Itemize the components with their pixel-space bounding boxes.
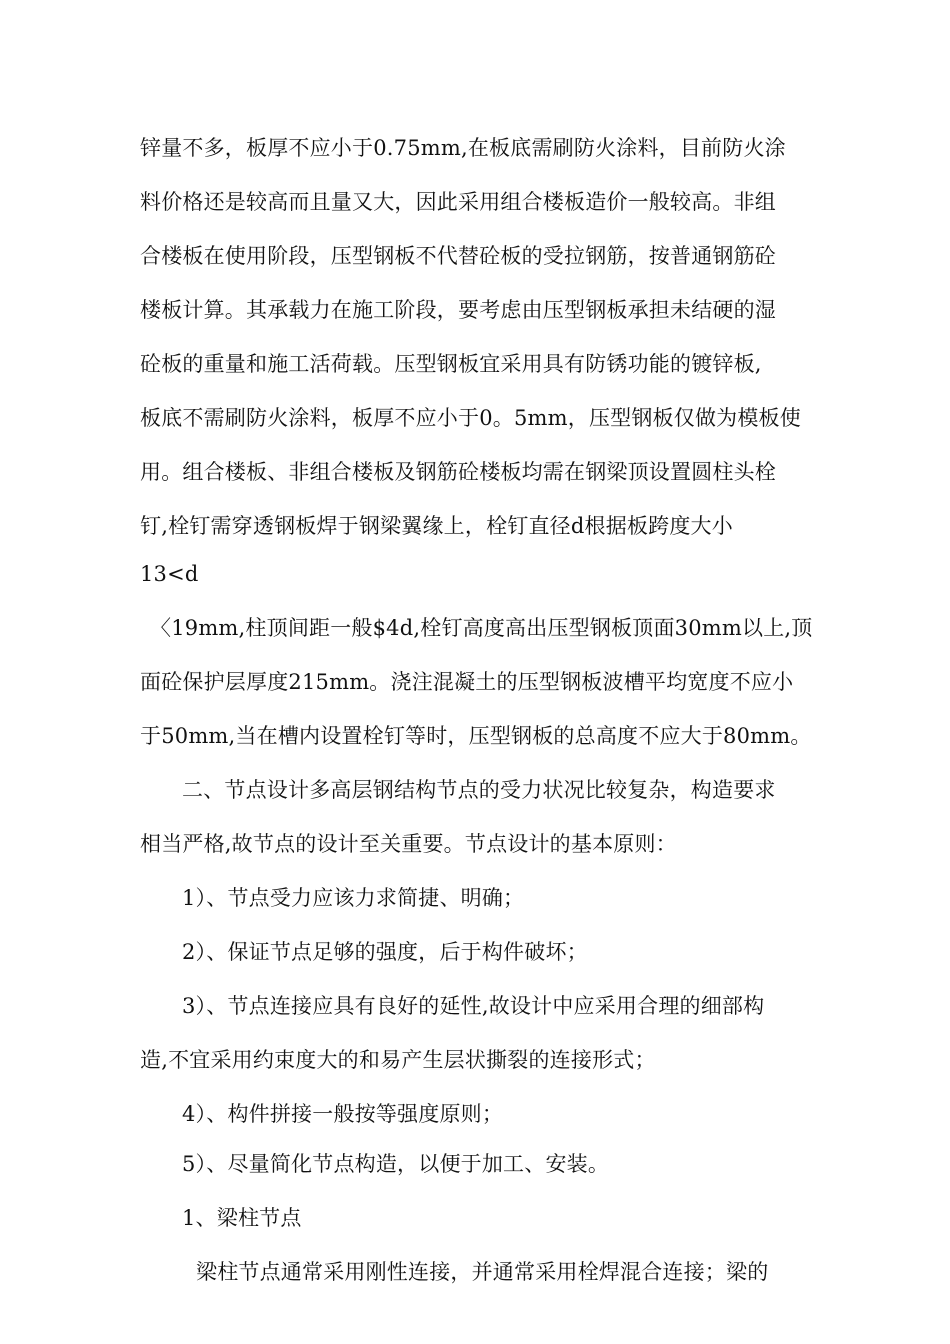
text-line: 钉,栓钉需穿透钢板焊于钢梁翼缘上，栓钉直径d根据板跨度大小 (140, 514, 733, 538)
section-heading-line: 二、节点设计多高层钢结构节点的受力状况比较复杂，构造要求 (182, 778, 776, 802)
text-line: 梁柱节点通常采用刚性连接，并通常采用栓焊混合连接；梁的 (196, 1260, 769, 1284)
text-line: 板底不需刷防火涂料，板厚不应小于0。5mm，压型钢板仅做为模板使 (140, 406, 801, 430)
subsection-heading: 1、梁柱节点 (182, 1206, 302, 1230)
text-line: 合楼板在使用阶段，压型钢板不代替砼板的受拉钢筋，按普通钢筋砼 (140, 244, 776, 268)
text-line: 用。组合楼板、非组合楼板及钢筋砼楼板均需在钢梁顶设置圆柱头栓 (140, 460, 776, 484)
list-item: 2）、保证节点足够的强度，后于构件破坏； (182, 940, 588, 964)
text-line: 料价格还是较高而且量又大，因此采用组合楼板造价一般较高。非组 (140, 190, 776, 214)
text-line: 13<d (140, 562, 199, 586)
text-line: 于50mm,当在槽内设置栓钉等时，压型钢板的总高度不应大于80mm。 (140, 724, 812, 748)
list-item: 5）、尽量简化节点构造，以便于加工、安装。 (182, 1152, 610, 1176)
list-item: 1）、节点受力应该力求简捷、明确； (182, 886, 525, 910)
list-item: 4）、构件拼接一般按等强度原则； (182, 1102, 504, 1126)
text-line: 砼板的重量和施工活荷载。压型钢板宜采用具有防锈功能的镀锌板, (140, 352, 762, 376)
text-line: 锌量不多，板厚不应小于0.75mm,在板底需刷防火涂料，目前防火涂 (140, 136, 786, 160)
text-line: 造,不宜采用约束度大的和易产生层状撕裂的连接形式； (140, 1048, 656, 1072)
text-line: 相当严格,故节点的设计至关重要。节点设计的基本原则： (140, 832, 677, 856)
text-line: 楼板计算。其承载力在施工阶段，要考虑由压型钢板承担未结硬的湿 (140, 298, 776, 322)
list-item: 3）、节点连接应具有良好的延性,故设计中应采用合理的细部构 (182, 994, 765, 1018)
text-line: 面砼保护层厚度215mm。浇注混凝土的压型钢板波槽平均宽度不应小 (140, 670, 794, 694)
text-line: 〈19mm,柱顶间距一般$4d,栓钉高度高出压型钢板顶面30mm以上,顶 (150, 616, 813, 640)
